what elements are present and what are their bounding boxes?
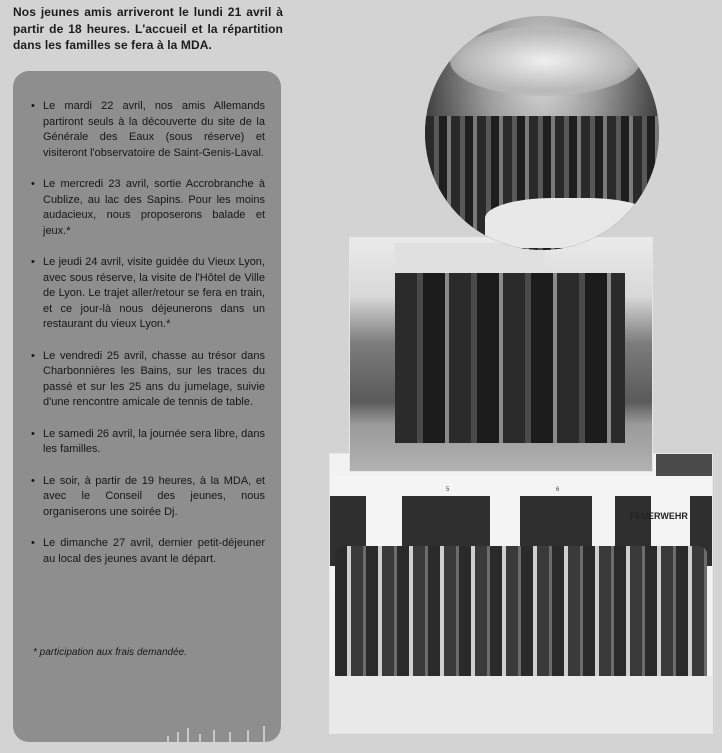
bullet-icon: • (31, 427, 35, 440)
group-outdoor-photo (349, 237, 653, 472)
bullet-icon: • (31, 474, 35, 487)
item-text: Le mardi 22 avril, nos amis Allemands partiront seuls à la découverte du site de la Générale des Eaux (sous réserve) et visiteront l'observatoire de Saint-Genis-Laval. (43, 100, 265, 159)
list-item (31, 427, 265, 458)
program-list (13, 99, 281, 583)
item-text: Le samedi 26 avril, la journée sera libre, dans les familles. (43, 427, 265, 455)
bullet-icon: • (31, 178, 35, 190)
door-number: 6 (556, 487, 560, 493)
footnote: * participation aux frais demandée. (33, 647, 187, 658)
list-item (31, 177, 265, 239)
bullet-icon: • (31, 349, 35, 362)
item-text: Le vendredi 25 avril, chasse au trésor dans Charbonnières les Bains, sur les traces du passé et sur les 25 ans du jumelage, suivie d'une rencontre amicale de tennis de table. (43, 349, 265, 408)
program-panel (13, 71, 281, 742)
door-number: 5 (446, 487, 450, 493)
list-item (31, 99, 265, 161)
bullet-icon: • (31, 100, 35, 112)
banquet-photo (425, 16, 659, 250)
item-text: Le mercredi 23 avril, sortie Accrobranche à Cublize, au lac des Sapins. Pour les moins audacieux, nous proposerons balade et jeux.* (43, 178, 265, 237)
item-text: Le jeudi 24 avril, visite guidée du Vieux Lyon, avec sous réserve, la visite de l'Hôtel de Ville de Lyon. Le trajet aller/retour se fera en train, et ce jour-là nous déjeunerons dans un restaurant du vieux Lyon.* (43, 256, 265, 330)
item-text: Le soir, à partir de 19 heures, à la MDA, et avec le Conseil des jeunes, nous organiserons une soirée Dj. (43, 474, 265, 518)
list-item (31, 474, 265, 521)
bullet-icon: • (31, 537, 35, 549)
item-text: Le dimanche 27 avril, dernier petit-déjeuner au local des jeunes avant le départ. (43, 537, 265, 565)
list-item (31, 536, 265, 567)
intro-text: Nos jeunes amis arriveront le lundi 21 avril à partir de 18 heures. L'accueil et la répartition dans les familles se fera à la MDA. (13, 5, 283, 52)
feuerwehr-sign: FEUERWEHR (630, 511, 688, 521)
fire-station-group-photo (329, 453, 713, 734)
bullet-icon: • (31, 256, 35, 268)
decorative-ticks (167, 726, 277, 742)
list-item (31, 349, 265, 411)
list-item (31, 255, 265, 333)
